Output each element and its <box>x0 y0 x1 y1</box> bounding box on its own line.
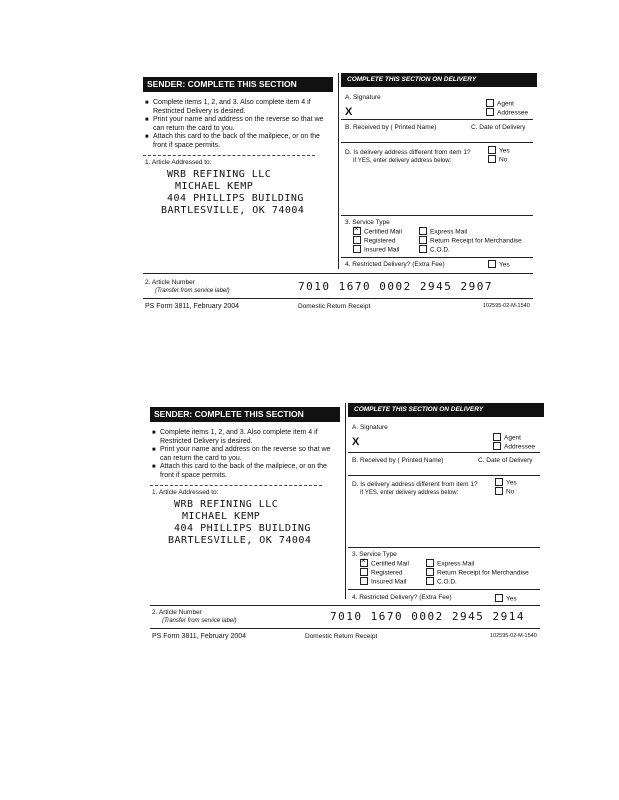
article-number: 7010 1670 0002 2945 2907 <box>298 280 493 293</box>
yes-checkbox[interactable] <box>488 146 496 154</box>
cod-option[interactable]: C.O.D. <box>419 246 450 254</box>
cod-option[interactable]: C.O.D. <box>426 578 457 586</box>
return-receipt-option[interactable]: Return Receipt for Merchandise <box>426 569 529 577</box>
agent-option[interactable]: Agent <box>486 100 514 108</box>
insured-checkbox[interactable] <box>353 245 361 253</box>
divider <box>348 589 540 590</box>
diff-yes-option[interactable]: Yes <box>488 147 510 155</box>
article-number: 7010 1670 0002 2945 2914 <box>330 610 525 623</box>
certified-option[interactable]: ×Certified Mail <box>353 228 402 236</box>
received-by-label: B. Received by ( Printed Name) <box>352 457 444 464</box>
certified-checkbox[interactable] <box>360 559 368 567</box>
restricted-yes-checkbox[interactable] <box>495 594 503 602</box>
transfer-label: (Transfer from service label) <box>162 618 237 624</box>
service-type-label: 3. Service Type <box>352 551 397 558</box>
sender-header: SENDER: COMPLETE THIS SECTION <box>143 77 333 92</box>
address-line: WRB REFINING LLC <box>167 169 272 180</box>
divider <box>143 155 315 156</box>
if-yes-label: If YES, enter delivery address below: <box>353 158 452 164</box>
certified-option[interactable]: ×Certified Mail <box>360 560 409 568</box>
article-number-label: 2. Article Number <box>152 609 202 616</box>
delivery-header: COMPLETE THIS SECTION ON DELIVERY <box>341 73 537 87</box>
diff-no-option[interactable]: No <box>488 156 507 164</box>
transfer-label: (Transfer from service label) <box>155 288 230 294</box>
divider <box>338 73 339 269</box>
address-line: 404 PHILLIPS BUILDING <box>174 523 311 534</box>
divider <box>150 485 322 486</box>
date-delivery-label: C. Date of Delivery <box>478 457 533 464</box>
no-checkbox[interactable] <box>495 487 503 495</box>
no-checkbox[interactable] <box>488 155 496 163</box>
cod-checkbox[interactable] <box>426 577 434 585</box>
insured-option[interactable]: Insured Mail <box>353 246 399 254</box>
sender-header: SENDER: COMPLETE THIS SECTION <box>150 407 340 422</box>
address-line: MICHAEL KEMP <box>182 511 261 522</box>
divider <box>150 605 540 606</box>
return-receipt-checkbox[interactable] <box>419 236 427 244</box>
date-delivery-label: C. Date of Delivery <box>471 124 526 131</box>
restricted-yes-option[interactable]: Yes <box>488 261 510 269</box>
domestic-label: Domestic Return Receipt <box>305 633 378 640</box>
express-option[interactable]: Express Mail <box>419 228 467 236</box>
addressee-checkbox[interactable] <box>486 108 494 116</box>
article-addressed-label: 1. Article Addressed to: <box>152 489 219 496</box>
yes-checkbox[interactable] <box>495 478 503 486</box>
delivery-diff-label: D. Is delivery address different from item 1? <box>345 149 471 156</box>
return-receipt-card-1 <box>143 77 543 322</box>
registered-checkbox[interactable] <box>353 236 361 244</box>
article-addressed-label: 1. Article Addressed to: <box>145 159 212 166</box>
delivery-diff-label: D. Is delivery address different from item 1? <box>352 481 478 488</box>
restricted-label: 4. Restricted Delivery? (Extra Fee) <box>352 594 452 601</box>
delivery-header: COMPLETE THIS SECTION ON DELIVERY <box>348 403 544 417</box>
return-receipt-checkbox[interactable] <box>426 568 434 576</box>
divider <box>341 215 533 216</box>
express-checkbox[interactable] <box>419 227 427 235</box>
service-type-label: 3. Service Type <box>345 219 390 226</box>
addressee-option[interactable]: Addressee <box>486 109 528 117</box>
express-checkbox[interactable] <box>426 559 434 567</box>
signature-x: X <box>352 436 360 448</box>
received-by-label: B. Received by ( Printed Name) <box>345 124 437 131</box>
express-option[interactable]: Express Mail <box>426 560 474 568</box>
address-line: WRB REFINING LLC <box>174 499 279 510</box>
restricted-yes-option[interactable]: Yes <box>495 595 517 603</box>
instruction-item: ■ Print your name and address on the reverse so that we can return the card to you. <box>152 446 340 463</box>
divider <box>143 298 533 299</box>
divider <box>345 403 346 599</box>
divider <box>348 452 540 453</box>
divider <box>341 142 533 143</box>
signature-label: A. Signature <box>345 94 381 101</box>
agent-checkbox[interactable] <box>493 433 501 441</box>
divider <box>348 475 540 476</box>
divider <box>143 273 533 274</box>
diff-no-option[interactable]: No <box>495 488 514 496</box>
return-receipt-card-2 <box>150 407 550 652</box>
address-line: MICHAEL KEMP <box>175 181 254 192</box>
signature-label: A. Signature <box>352 424 388 431</box>
divider <box>341 119 533 120</box>
ps-form-label: PS Form 3811, February 2004 <box>152 633 247 640</box>
signature-x: X <box>345 106 353 118</box>
registered-option[interactable]: Registered <box>360 569 402 577</box>
domestic-label: Domestic Return Receipt <box>298 303 371 310</box>
return-receipt-option[interactable]: Return Receipt for Merchandise <box>419 237 522 245</box>
registered-option[interactable]: Registered <box>353 237 395 245</box>
addressee-checkbox[interactable] <box>493 442 501 450</box>
divider <box>150 628 540 629</box>
divider <box>348 547 540 548</box>
instruction-item: ■ Print your name and address on the reverse so that we can return the card to you. <box>145 116 333 133</box>
article-number-label: 2. Article Number <box>145 279 195 286</box>
instruction-item: ■ Attach this card to the back of the mailpiece, or on the front if space permits. <box>152 463 340 480</box>
divider <box>341 257 533 258</box>
addressee-option[interactable]: Addressee <box>493 443 535 451</box>
agent-checkbox[interactable] <box>486 99 494 107</box>
mailing-address <box>161 169 305 217</box>
if-yes-label: If YES, enter delivery address below: <box>360 490 459 496</box>
agent-option[interactable]: Agent <box>493 434 521 442</box>
registered-checkbox[interactable] <box>360 568 368 576</box>
insured-option[interactable]: Insured Mail <box>360 578 406 586</box>
instructions <box>145 99 333 150</box>
mailing-address <box>168 499 312 547</box>
address-line: BARTLESVILLE, OK 74004 <box>161 205 305 216</box>
ps-form-label: PS Form 3811, February 2004 <box>145 303 240 310</box>
certified-checkbox[interactable] <box>353 227 361 235</box>
insured-checkbox[interactable] <box>360 577 368 585</box>
instruction-item: ■ Complete items 1, 2, and 3. Also complete item 4 if Restricted Delivery is desired. <box>145 99 333 116</box>
diff-yes-option[interactable]: Yes <box>495 479 517 487</box>
instruction-item: ■ Complete items 1, 2, and 3. Also complete item 4 if Restricted Delivery is desired. <box>152 429 340 446</box>
instruction-item: ■ Attach this card to the back of the mailpiece, or on the front if space permits. <box>145 133 333 150</box>
address-line: 404 PHILLIPS BUILDING <box>167 193 304 204</box>
instructions <box>152 429 340 480</box>
address-line: BARTLESVILLE, OK 74004 <box>168 535 312 546</box>
form-code: 102595-02-M-1540 <box>483 303 530 309</box>
restricted-label: 4. Restricted Delivery? (Extra Fee) <box>345 261 445 268</box>
cod-checkbox[interactable] <box>419 245 427 253</box>
restricted-yes-checkbox[interactable] <box>488 260 496 268</box>
form-code: 102595-02-M-1540 <box>490 633 537 639</box>
